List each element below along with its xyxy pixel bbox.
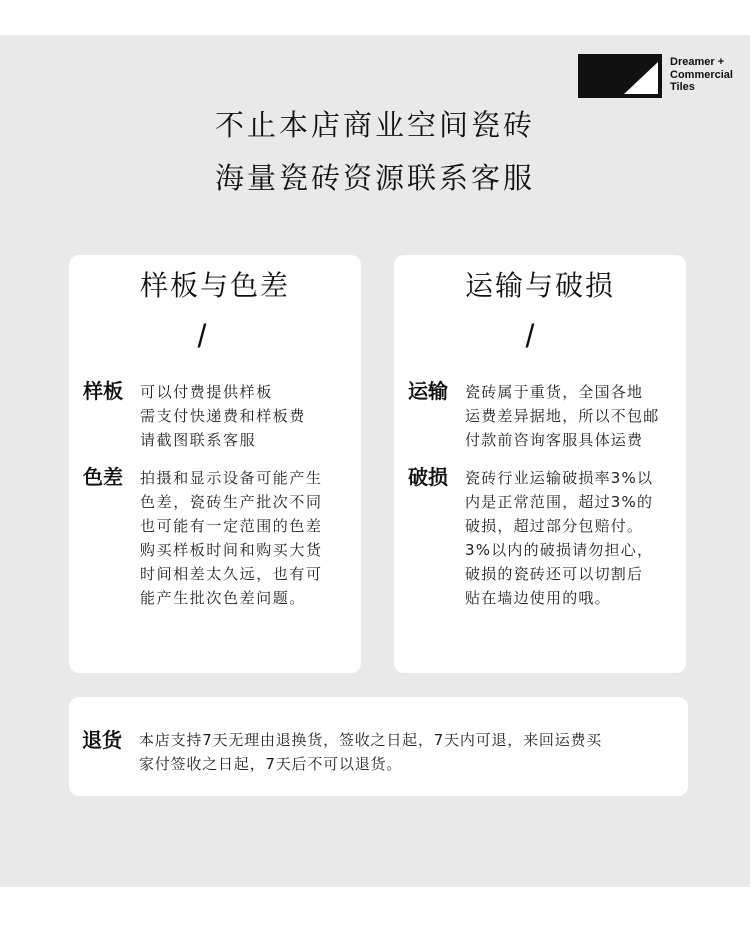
sample-line: 可以付费提供样板: [140, 383, 273, 401]
damage-line: 贴在墙边使用的哦。: [465, 589, 611, 607]
logo-wordmark: [670, 56, 750, 94]
returns-line: 本店支持7天无理由退换货，签收之日起，7天内可退，来回运费买: [139, 731, 603, 749]
headline-line-2: 海量瓷砖资源联系客服: [214, 161, 535, 195]
logo-line-3: Tiles: [670, 81, 695, 93]
shipping-text: [465, 380, 659, 452]
sample-color-slash: /: [197, 318, 207, 354]
color-diff-line: 拍摄和显示设备可能产生: [140, 469, 323, 487]
logo-line-2: Commercial: [670, 68, 733, 81]
color-diff-label: 色差: [83, 465, 123, 489]
color-diff-line: 能产生批次色差问题。: [140, 589, 307, 607]
returns-label: 退货: [82, 728, 122, 752]
logo-line-1: Dreamer +: [670, 56, 725, 68]
color-diff-line: 时间相差太久远，也有可: [140, 565, 323, 583]
damage-line: 瓷砖行业运输破损率3%以: [465, 469, 654, 487]
damage-line: 破损的瓷砖还可以切割后: [465, 565, 644, 583]
sample-color-title: 样板与色差: [139, 269, 290, 302]
color-diff-line: 购买样板时间和购买大货: [140, 541, 323, 559]
color-diff-line: 也可能有一定范围的色差: [140, 517, 323, 535]
color-diff-line: 色差，瓷砖生产批次不同: [140, 493, 323, 511]
damage-line: 3%以内的破损请勿担心，: [465, 541, 654, 559]
shipping-line: 付款前咨询客服具体运费: [465, 431, 644, 449]
shipping-label: 运输: [408, 379, 448, 403]
shipping-damage-title: 运输与破损: [464, 269, 615, 302]
sample-line: 需支付快递费和样板费: [140, 407, 307, 425]
damage-label: 破损: [408, 465, 448, 489]
shipping-line: 运费差异据地，所以不包邮: [465, 407, 660, 425]
brand-logo: [578, 54, 750, 98]
shipping-line: 瓷砖属于重货，全国各地: [465, 383, 644, 401]
damage-line: 内是正常范围，超过3%的: [465, 493, 654, 511]
color-diff-text: [140, 466, 323, 610]
sample-line: 请截图联系客服: [140, 431, 257, 449]
damage-line: 破损，超过部分包赔付。: [465, 517, 644, 535]
logo-mark-icon: [578, 54, 662, 98]
sample-label: 样板: [83, 379, 123, 403]
returns-text: [139, 728, 602, 776]
shipping-damage-slash: /: [525, 318, 535, 354]
headline-line-1: 不止本店商业空间瓷砖: [214, 108, 535, 142]
damage-text: [465, 466, 653, 610]
sample-text: [140, 380, 306, 452]
returns-line: 家付签收之日起，7天后不可以退货。: [139, 755, 403, 773]
